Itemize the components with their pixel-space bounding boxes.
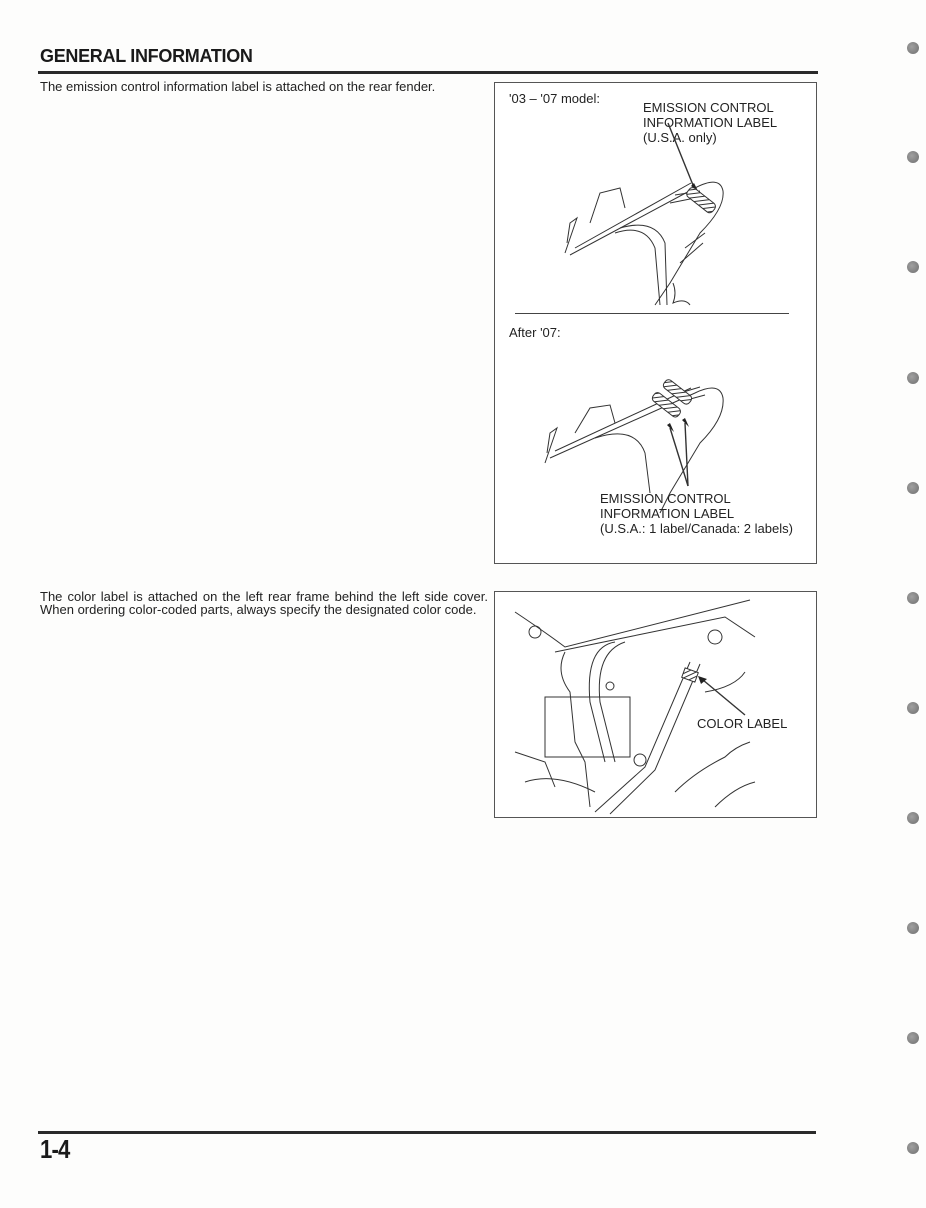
binder-hole-icon [907, 592, 919, 604]
header-rule [38, 71, 818, 74]
frame-drawing [495, 592, 816, 817]
color-label-figure [494, 591, 817, 818]
binder-hole-icon [907, 702, 919, 714]
panel-divider [515, 313, 789, 314]
binder-hole-icon [907, 42, 919, 54]
binder-hole-icon [907, 1142, 919, 1154]
binder-hole-icon [907, 812, 919, 824]
page-title: GENERAL INFORMATION [40, 46, 253, 66]
callout-color-label: COLOR LABEL [697, 716, 788, 731]
binder-hole-icon [907, 261, 919, 273]
panel-heading-after-07: After '07: [509, 325, 561, 340]
rear-fender-drawing-03-07 [495, 83, 816, 313]
emission-label-figure [494, 82, 817, 564]
callout-emission-label-after-07: EMISSION CONTROL INFORMATION LABEL (U.S.A.: 1 label/Canada: 2 labels) [600, 491, 793, 536]
panel-heading-03-07: '03 – '07 model: [509, 91, 600, 106]
binder-hole-icon [907, 922, 919, 934]
binder-hole-icon [907, 1032, 919, 1044]
emission-label-paragraph: The emission control information label is attached on the rear fender. [40, 79, 436, 94]
page-number: 1-4 [40, 1134, 70, 1164]
binder-hole-icon [907, 372, 919, 384]
color-label-paragraph: The color label is attached on the left rear frame behind the left side cover. When ordering color-coded parts, always specify the designated color code. [40, 589, 488, 617]
binder-hole-icon [907, 151, 919, 163]
callout-emission-label-03-07: EMISSION CONTROL INFORMATION LABEL (U.S.A. only) [643, 100, 778, 145]
binder-hole-icon [907, 482, 919, 494]
footer-rule [38, 1131, 816, 1134]
